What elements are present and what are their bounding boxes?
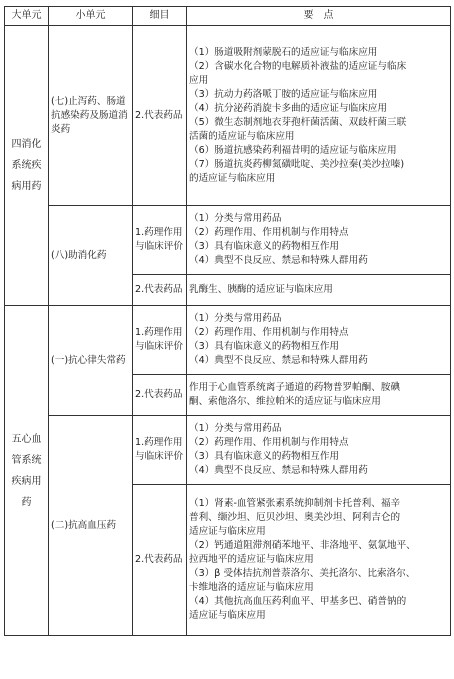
text-line: （3）具有临床意义的药物相互作用 (189, 451, 340, 462)
text-line: 管 (11, 454, 22, 466)
text-line: 统 (21, 160, 32, 171)
text-line: 化 (31, 139, 42, 150)
text-line: 消 (21, 139, 32, 150)
subunit-cell: (二)抗高血压药 (49, 416, 133, 636)
table-row (5, 306, 451, 375)
text-line: 药 (31, 181, 42, 192)
table-row (5, 206, 451, 275)
points-list (189, 283, 448, 297)
detail-cell: 2.代表药品 (133, 275, 187, 306)
text-line: （1）分类与常用药品 (189, 313, 282, 324)
text-line: （2）药理作用、作用机制与作用特点 (189, 437, 349, 448)
text-line: 普利、缬沙坦、厄贝沙坦、奥美沙坦、阿利吉仑的 (189, 512, 401, 523)
text-line: 系 (11, 160, 22, 171)
text-line: （4）典型不良反应、禁忌和特殊人群用药 (189, 255, 368, 266)
points-list (189, 497, 448, 623)
unit-label (7, 429, 46, 513)
points-cell (187, 26, 451, 206)
text-line: 拉西地平的适应证与临床应用 (189, 554, 314, 565)
text-line: 适应证与临床应用 (189, 526, 266, 537)
text-line: 病 (21, 475, 32, 487)
header-subunit: 小单元 (49, 7, 133, 26)
text-line: （4）典型不良反应、禁忌和特殊人群用药 (189, 465, 368, 476)
text-line: 疾 (11, 475, 22, 487)
text-line: 适应证与临床应用 (189, 610, 266, 621)
text-line: 作用于心血管系统离子通道的药物普罗帕酮、胺碘 (189, 382, 401, 393)
text-line: （2）钙通道阻滞剂硝苯地平、非洛地平、氨氯地平、 (189, 540, 416, 551)
text-line: 四 (11, 139, 22, 150)
text-line: （1）肾素-血管紧张素系统抑制剂卡托普利、福辛 (189, 498, 401, 509)
text-line: （3）抗动力药洛哌丁胺的适应证与临床应用 (189, 88, 378, 100)
text-line: 乳酶生、胰酶的适应证与临床应用 (189, 284, 333, 295)
points-list (189, 212, 448, 268)
points-list (189, 381, 448, 409)
text-line: （4）其他抗高血压药利血平、甲基多巴、硝普钠的 (189, 596, 407, 607)
detail-cell: 1.药理作用与临床评价 (133, 306, 187, 375)
header-unit: 大单元 (5, 7, 49, 26)
detail-cell: 1.药理作用与临床评价 (133, 416, 187, 485)
text-line: （7）肠道抗炎药柳氮磺吡啶、美沙拉秦(美沙拉嗪) (189, 158, 405, 170)
text-line: （1）肠道吸附剂蒙脱石的适应证与临床应用 (189, 46, 378, 58)
detail-cell: 1.药理作用与临床评价 (133, 206, 187, 275)
header-detail: 细目 (133, 7, 187, 26)
text-line: （4）抗分泌药消旋卡多曲的适应证与临床应用 (189, 102, 387, 114)
text-line: （1）分类与常用药品 (189, 213, 282, 224)
header-points: 要 点 (187, 7, 451, 26)
text-line: 的适应证与临床应用 (189, 172, 276, 184)
subunit-cell: (七)止泻药、肠道抗感染药及肠道消炎药 (49, 26, 133, 206)
text-line: （2）药理作用、作用机制与作用特点 (189, 227, 349, 238)
text-line: （1）分类与常用药品 (189, 423, 282, 434)
text-line: 疾 (31, 160, 42, 171)
table-row (5, 416, 451, 485)
text-line: （3）β 受体拮抗剂普萘洛尔、美托洛尔、比索洛尔、 (189, 568, 416, 579)
text-line: 卡维地洛的适应证与临床应用 (189, 582, 314, 593)
unit-cell-5 (5, 306, 49, 636)
detail-cell: 2.代表药品 (133, 26, 187, 206)
subunit-cell: (一)抗心律失常药 (49, 306, 133, 416)
text-line: 五 (11, 433, 22, 445)
header-row (5, 7, 451, 26)
text-line: 用 (21, 181, 32, 192)
text-line: 病 (11, 181, 22, 192)
unit-cell-4 (5, 26, 49, 306)
points-cell (187, 485, 451, 636)
points-list (189, 46, 448, 186)
points-cell (187, 375, 451, 416)
points-list (189, 312, 448, 368)
text-line: （2）药理作用、作用机制与作用特点 (189, 327, 349, 338)
detail-cell: 2.代表药品 (133, 485, 187, 636)
text-line: 统 (31, 454, 42, 466)
syllabus-table (4, 6, 451, 636)
text-line: 用 (31, 475, 42, 487)
text-line: （6）肠道抗感染药利福昔明的适应证与临床应用 (189, 144, 397, 156)
text-line: 心 (21, 433, 32, 445)
text-line: （3）具有临床意义的药物相互作用 (189, 241, 340, 252)
text-line: （4）典型不良反应、禁忌和特殊人群用药 (189, 355, 368, 366)
text-line: 活菌的适应证与临床应用 (189, 130, 295, 142)
text-line: （5）微生态制剂地衣芽孢杆菌活菌、双歧杆菌三联 (189, 116, 407, 128)
text-line: 应用 (189, 74, 209, 86)
text-line: 酮、索他洛尔、维拉帕米的适应证与临床应用 (189, 396, 381, 407)
unit-label (7, 134, 46, 197)
table-row (5, 26, 451, 206)
points-cell (187, 306, 451, 375)
detail-cell: 2.代表药品 (133, 375, 187, 416)
points-list (189, 422, 448, 478)
text-line: （3）具有临床意义的药物相互作用 (189, 341, 340, 352)
text-line: （2）含碳水化合物的电解质补液盐的适应证与临床 (189, 60, 407, 72)
text-line: 血 (31, 433, 42, 445)
text-line: 药 (21, 496, 32, 508)
subunit-cell: (八)助消化药 (49, 206, 133, 306)
text-line: 系 (21, 454, 32, 466)
points-cell (187, 275, 451, 306)
points-cell (187, 416, 451, 485)
points-cell (187, 206, 451, 275)
